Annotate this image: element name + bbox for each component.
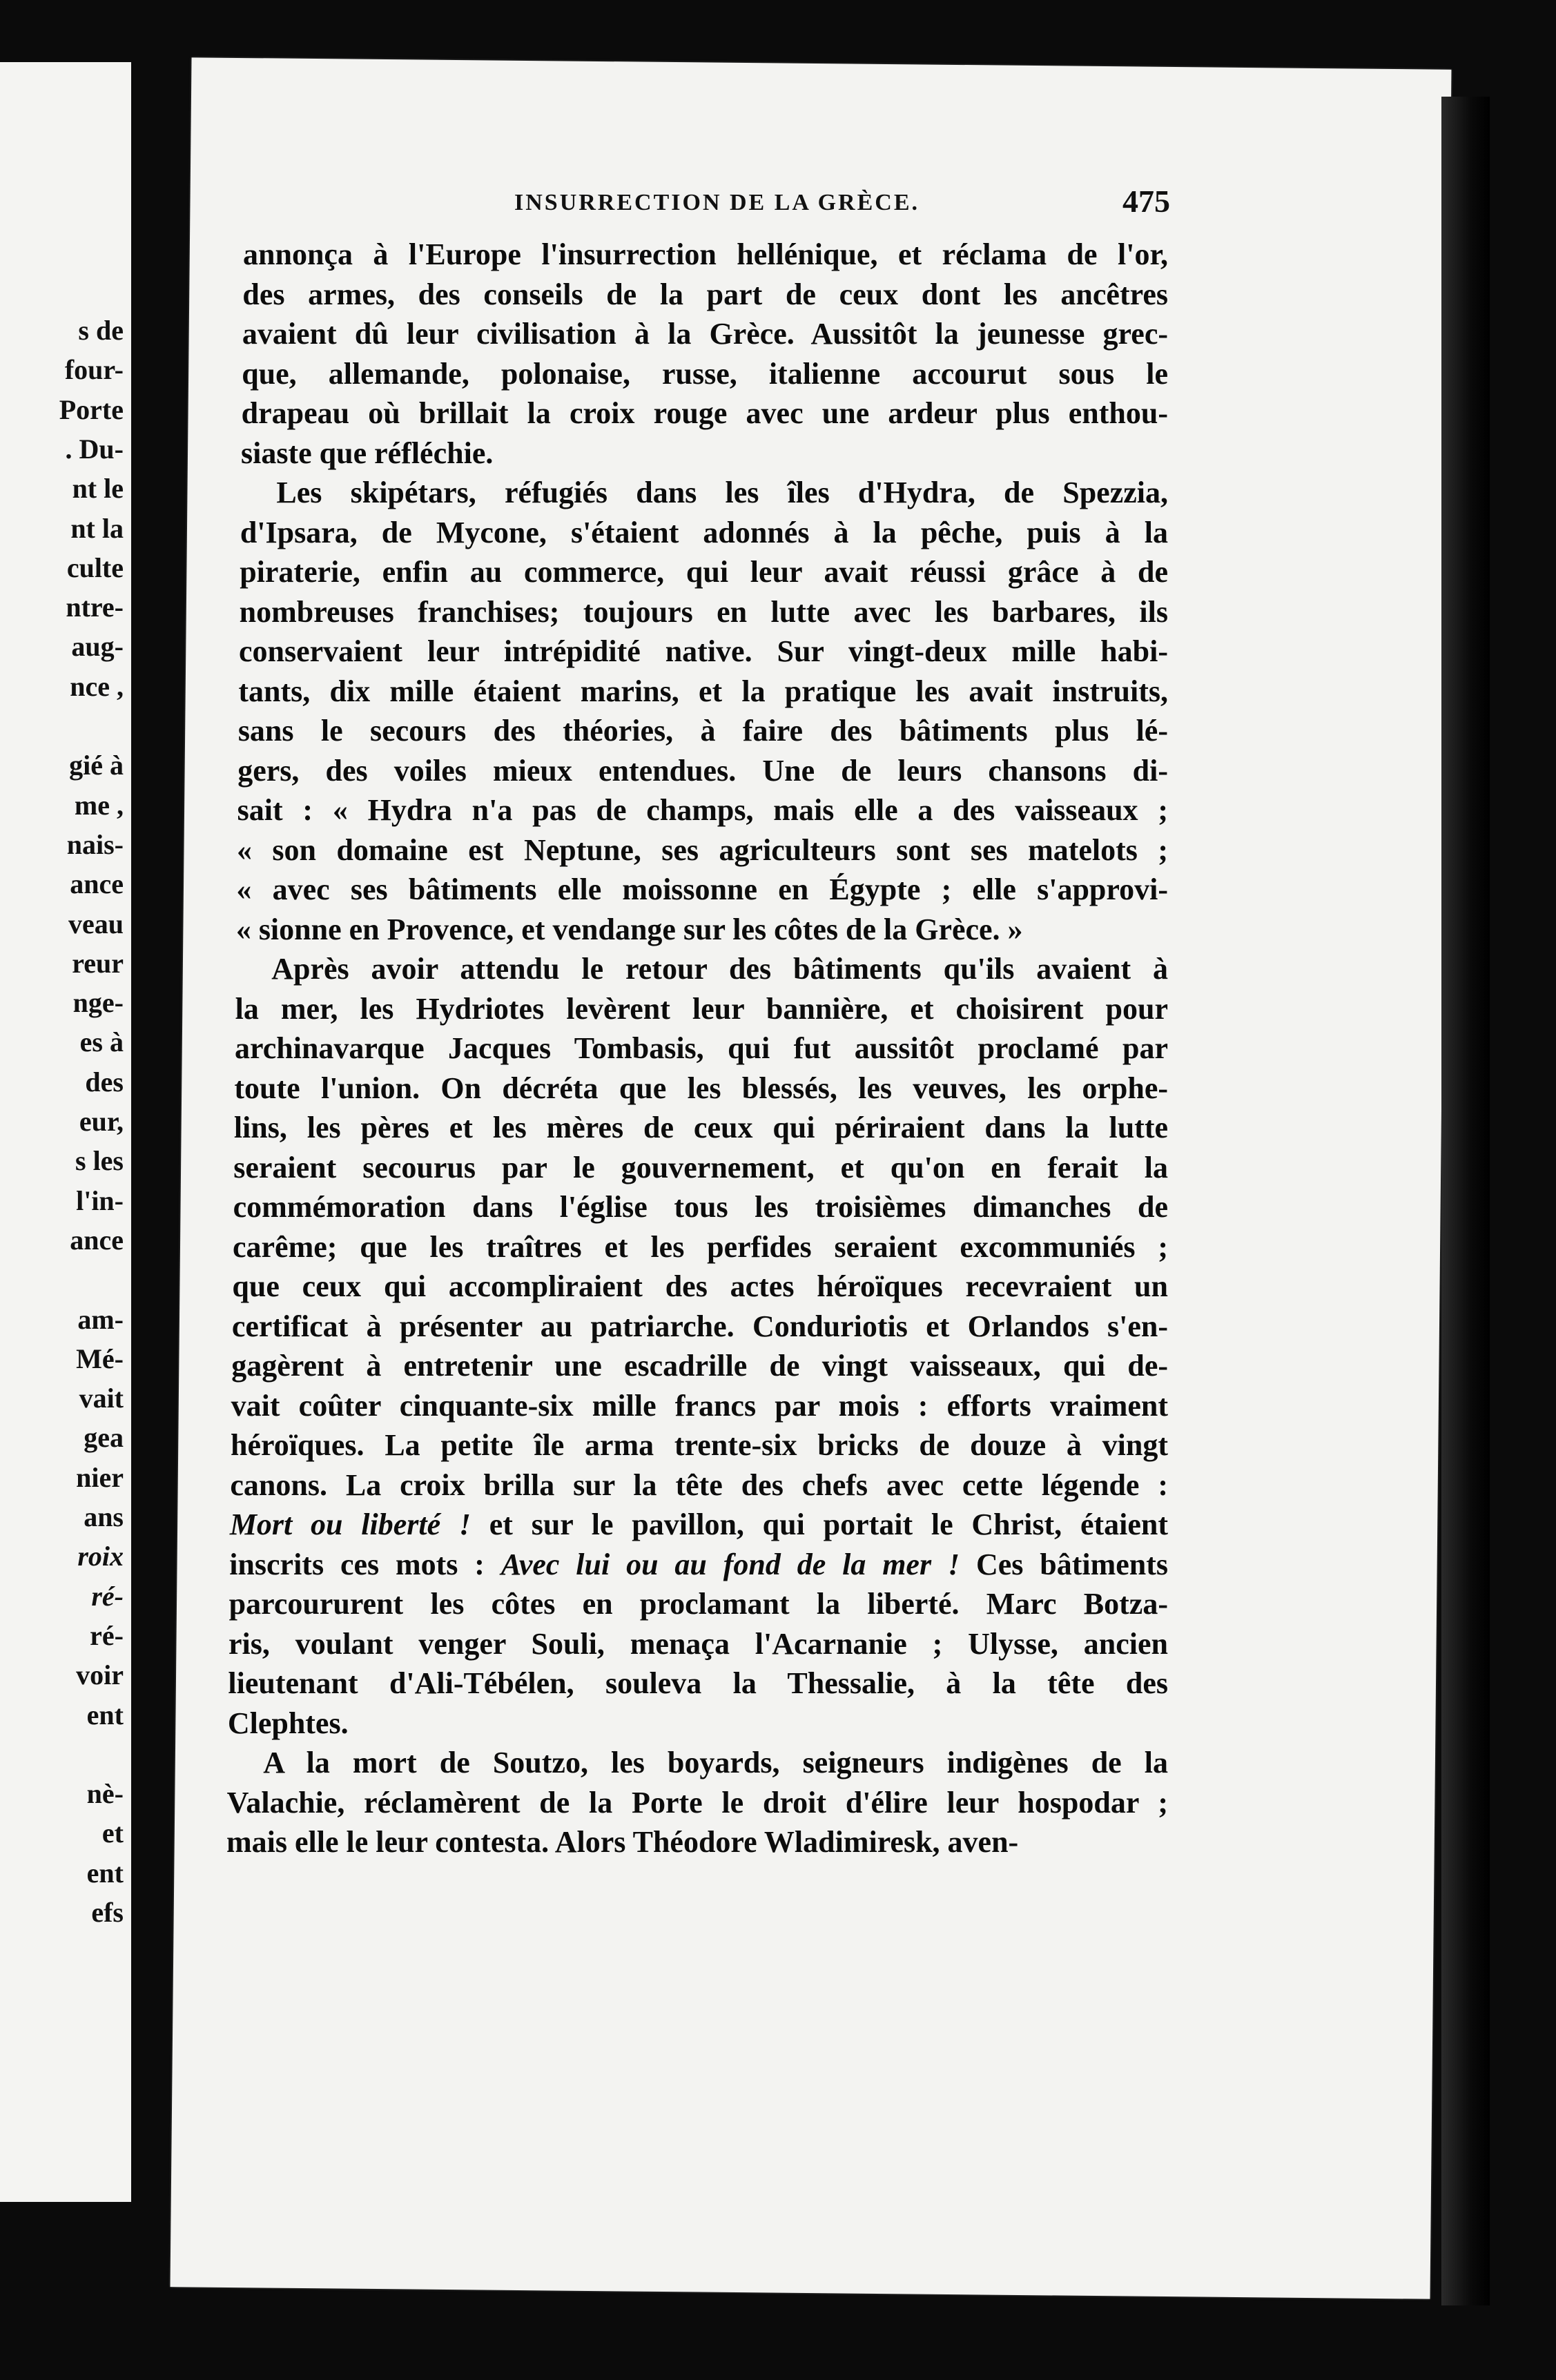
text-line: parcoururent les côtes en proclamant la liberté. Marc Botza- bbox=[228, 1587, 1168, 1621]
text-line: toute l'union. On décréta que les blessés, les veuves, les orphe- bbox=[234, 1071, 1168, 1105]
facing-page-line-fragment: nt le bbox=[72, 473, 124, 505]
facing-page-line-fragment: s de bbox=[78, 315, 124, 346]
facing-page-line-fragment: nt la bbox=[70, 512, 124, 544]
facing-page-line-fragment: ans bbox=[84, 1501, 124, 1532]
text-line: siaste que réfléchie. bbox=[241, 436, 494, 470]
text-line: gagèrent à entretenir une escadrille de vingt vaisseaux, qui de- bbox=[231, 1349, 1168, 1383]
facing-page-line-fragment: nce , bbox=[70, 670, 124, 702]
facing-page-line-fragment: nier bbox=[76, 1461, 124, 1493]
facing-page-line-fragment: nais- bbox=[66, 828, 124, 860]
italic-phrase: Avec lui ou au fond de la mer ! bbox=[500, 1547, 960, 1581]
text-line: mais elle le leur contesta. Alors Théodore Wladimiresk, aven- bbox=[226, 1825, 1019, 1859]
facing-page-line-fragment: s les bbox=[75, 1145, 124, 1177]
text-line: certificat à présenter au patriarche. Conduriotis et Orlandos s'en- bbox=[231, 1309, 1168, 1343]
facing-page-line-fragment: nè- bbox=[86, 1778, 124, 1810]
facing-page-line-fragment: roix bbox=[77, 1541, 124, 1572]
facing-page-line-fragment: des bbox=[85, 1066, 124, 1098]
facing-page-line-fragment: aug- bbox=[71, 631, 124, 663]
facing-page-line-fragment: ent bbox=[86, 1699, 124, 1730]
facing-page-line-fragment: Porte bbox=[59, 393, 124, 425]
text-line: des armes, des conseils de la part de ceux dont les ancêtres bbox=[242, 277, 1168, 311]
text-line: seraient secourus par le gouvernement, et qu'on en ferait la bbox=[233, 1150, 1168, 1184]
text-line: Valachie, réclamèrent de la Porte le droit d'élire leur hospodar ; bbox=[226, 1785, 1168, 1820]
facing-page-line-fragment: nge- bbox=[72, 987, 124, 1019]
facing-page-line-fragment: reur bbox=[72, 947, 124, 979]
text-line: Les skipétars, réfugiés dans les îles d'Hydra, de Spezzia, bbox=[276, 476, 1168, 509]
facing-page-line-fragment: am- bbox=[77, 1303, 124, 1335]
text-line: A la mort de Soutzo, les boyards, seigneurs indigènes de la bbox=[263, 1746, 1168, 1779]
text-line: canons. La croix brilla sur la tête des chefs avec cette légende : bbox=[230, 1467, 1168, 1502]
text-line: lieutenant d'Ali-Tébélen, souleva la Thessalie, à la tête des bbox=[228, 1666, 1168, 1700]
facing-page-line-fragment: Mé- bbox=[76, 1343, 124, 1374]
text-line: archinavarque Jacques Tombasis, qui fut aussitôt proclamé par bbox=[235, 1031, 1168, 1065]
body-text bbox=[226, 235, 1168, 1862]
facing-page-line-fragment: vait bbox=[79, 1383, 124, 1414]
facing-page-line-fragment: ré- bbox=[90, 1619, 124, 1651]
page-number: 475 bbox=[1122, 184, 1170, 219]
facing-page-line-fragment: l'in- bbox=[76, 1184, 124, 1216]
facing-page-line-fragment: . Du- bbox=[65, 433, 124, 465]
facing-page-line-fragment: me , bbox=[74, 789, 124, 821]
text-line: d'Ipsara, de Mycone, s'étaient adonnés à la pêche, puis à la bbox=[240, 515, 1168, 549]
text-line: Mort ou liberté ! et sur le pavillon, qui portait le Christ, étaient bbox=[229, 1508, 1168, 1541]
text-line: Clephtes. bbox=[227, 1706, 349, 1740]
facing-page-line-fragment: eur, bbox=[79, 1106, 124, 1137]
text-line: que, allemande, polonaise, russe, italienne accourut sous le bbox=[242, 356, 1168, 391]
page-edge-shadow bbox=[1441, 97, 1490, 2305]
text-line: nombreuses franchises; toujours en lutte avec les barbares, ils bbox=[239, 594, 1168, 629]
facing-page-line-fragment: ance bbox=[70, 1224, 124, 1256]
text-line: la mer, les Hydriotes levèrent leur bannière, et choisirent pour bbox=[235, 991, 1168, 1026]
text-line: « son domaine est Neptune, ses agriculteurs sont ses matelots ; bbox=[237, 832, 1168, 867]
text-line: commémoration dans l'église tous les troisièmes dimanches de bbox=[233, 1190, 1168, 1224]
text-line: ris, voulant venger Souli, menaça l'Acarnanie ; Ulysse, ancien bbox=[228, 1626, 1168, 1661]
text-line: sait : « Hydra n'a pas de champs, mais elle a des vaisseaux ; bbox=[237, 793, 1168, 827]
text-line: inscrits ces mots : Avec lui ou au fond de la mer ! Ces bâtiments bbox=[229, 1547, 1168, 1581]
italic-phrase: Mort ou liberté ! bbox=[229, 1508, 471, 1541]
text-line: « avec ses bâtiments elle moissonne en Égypte ; elle s'approvi- bbox=[236, 872, 1168, 906]
text-line: que ceux qui accompliraient des actes héroïques recevraient un bbox=[232, 1269, 1168, 1303]
text-line: héroïques. La petite île arma trente-six bricks de douze à vingt bbox=[231, 1428, 1168, 1462]
facing-page-line-fragment: es à bbox=[79, 1026, 124, 1058]
text-line: carême; que les traîtres et les perfides seraient excommuniés ; bbox=[233, 1229, 1168, 1264]
text-line: gers, des voiles mieux entendues. Une de leurs chansons di- bbox=[237, 753, 1168, 788]
text-line: sans le secours des théories, à faire des bâtiments plus lé- bbox=[237, 714, 1168, 748]
facing-page-line-fragment: ent bbox=[86, 1857, 124, 1889]
text-line: vait coûter cinquante-six mille francs par mois : efforts vraiment bbox=[231, 1388, 1168, 1423]
text-line: lins, les pères et les mères de ceux qui périraient dans la lutte bbox=[233, 1111, 1168, 1144]
page-header bbox=[335, 183, 1170, 224]
text-line: « sionne en Provence, et vendange sur les côtes de la Grèce. » bbox=[235, 912, 1023, 946]
facing-page-line-fragment: et bbox=[101, 1817, 124, 1849]
facing-page-line-fragment: efs bbox=[91, 1897, 124, 1928]
facing-page-line-fragment: gié à bbox=[69, 750, 124, 781]
text-line: Après avoir attendu le retour des bâtiments qu'ils avaient à bbox=[271, 952, 1168, 986]
facing-page-line-fragment: gea bbox=[84, 1422, 124, 1454]
facing-page-line-fragment: veau bbox=[68, 908, 124, 939]
facing-page-fragment bbox=[0, 62, 131, 2202]
running-head: INSURRECTION DE LA GRÈCE. bbox=[514, 190, 920, 215]
facing-page-line-fragment: ntre- bbox=[66, 592, 124, 623]
text-line: conservaient leur intrépidité native. Sur vingt-deux mille habi- bbox=[239, 634, 1168, 668]
text-line: drapeau où brillait la croix rouge avec une ardeur plus enthou- bbox=[241, 396, 1168, 430]
text-line: piraterie, enfin au commerce, qui leur avait réussi grâce à de bbox=[240, 555, 1168, 589]
facing-page-line-fragment: culte bbox=[66, 552, 124, 583]
facing-page-line-fragment: ance bbox=[70, 868, 124, 900]
text-line: tants, dix mille étaient marins, et la pratique les avait instruits, bbox=[238, 674, 1168, 708]
facing-page-line-fragment: ré- bbox=[91, 1580, 124, 1612]
facing-page-line-fragment: four- bbox=[64, 354, 124, 386]
text-line: annonça à l'Europe l'insurrection hellénique, et réclama de l'or, bbox=[243, 237, 1168, 271]
text-line: avaient dû leur civilisation à la Grèce. Aussitôt la jeunesse grec- bbox=[242, 317, 1168, 351]
facing-page-line-fragment: voir bbox=[76, 1659, 124, 1691]
